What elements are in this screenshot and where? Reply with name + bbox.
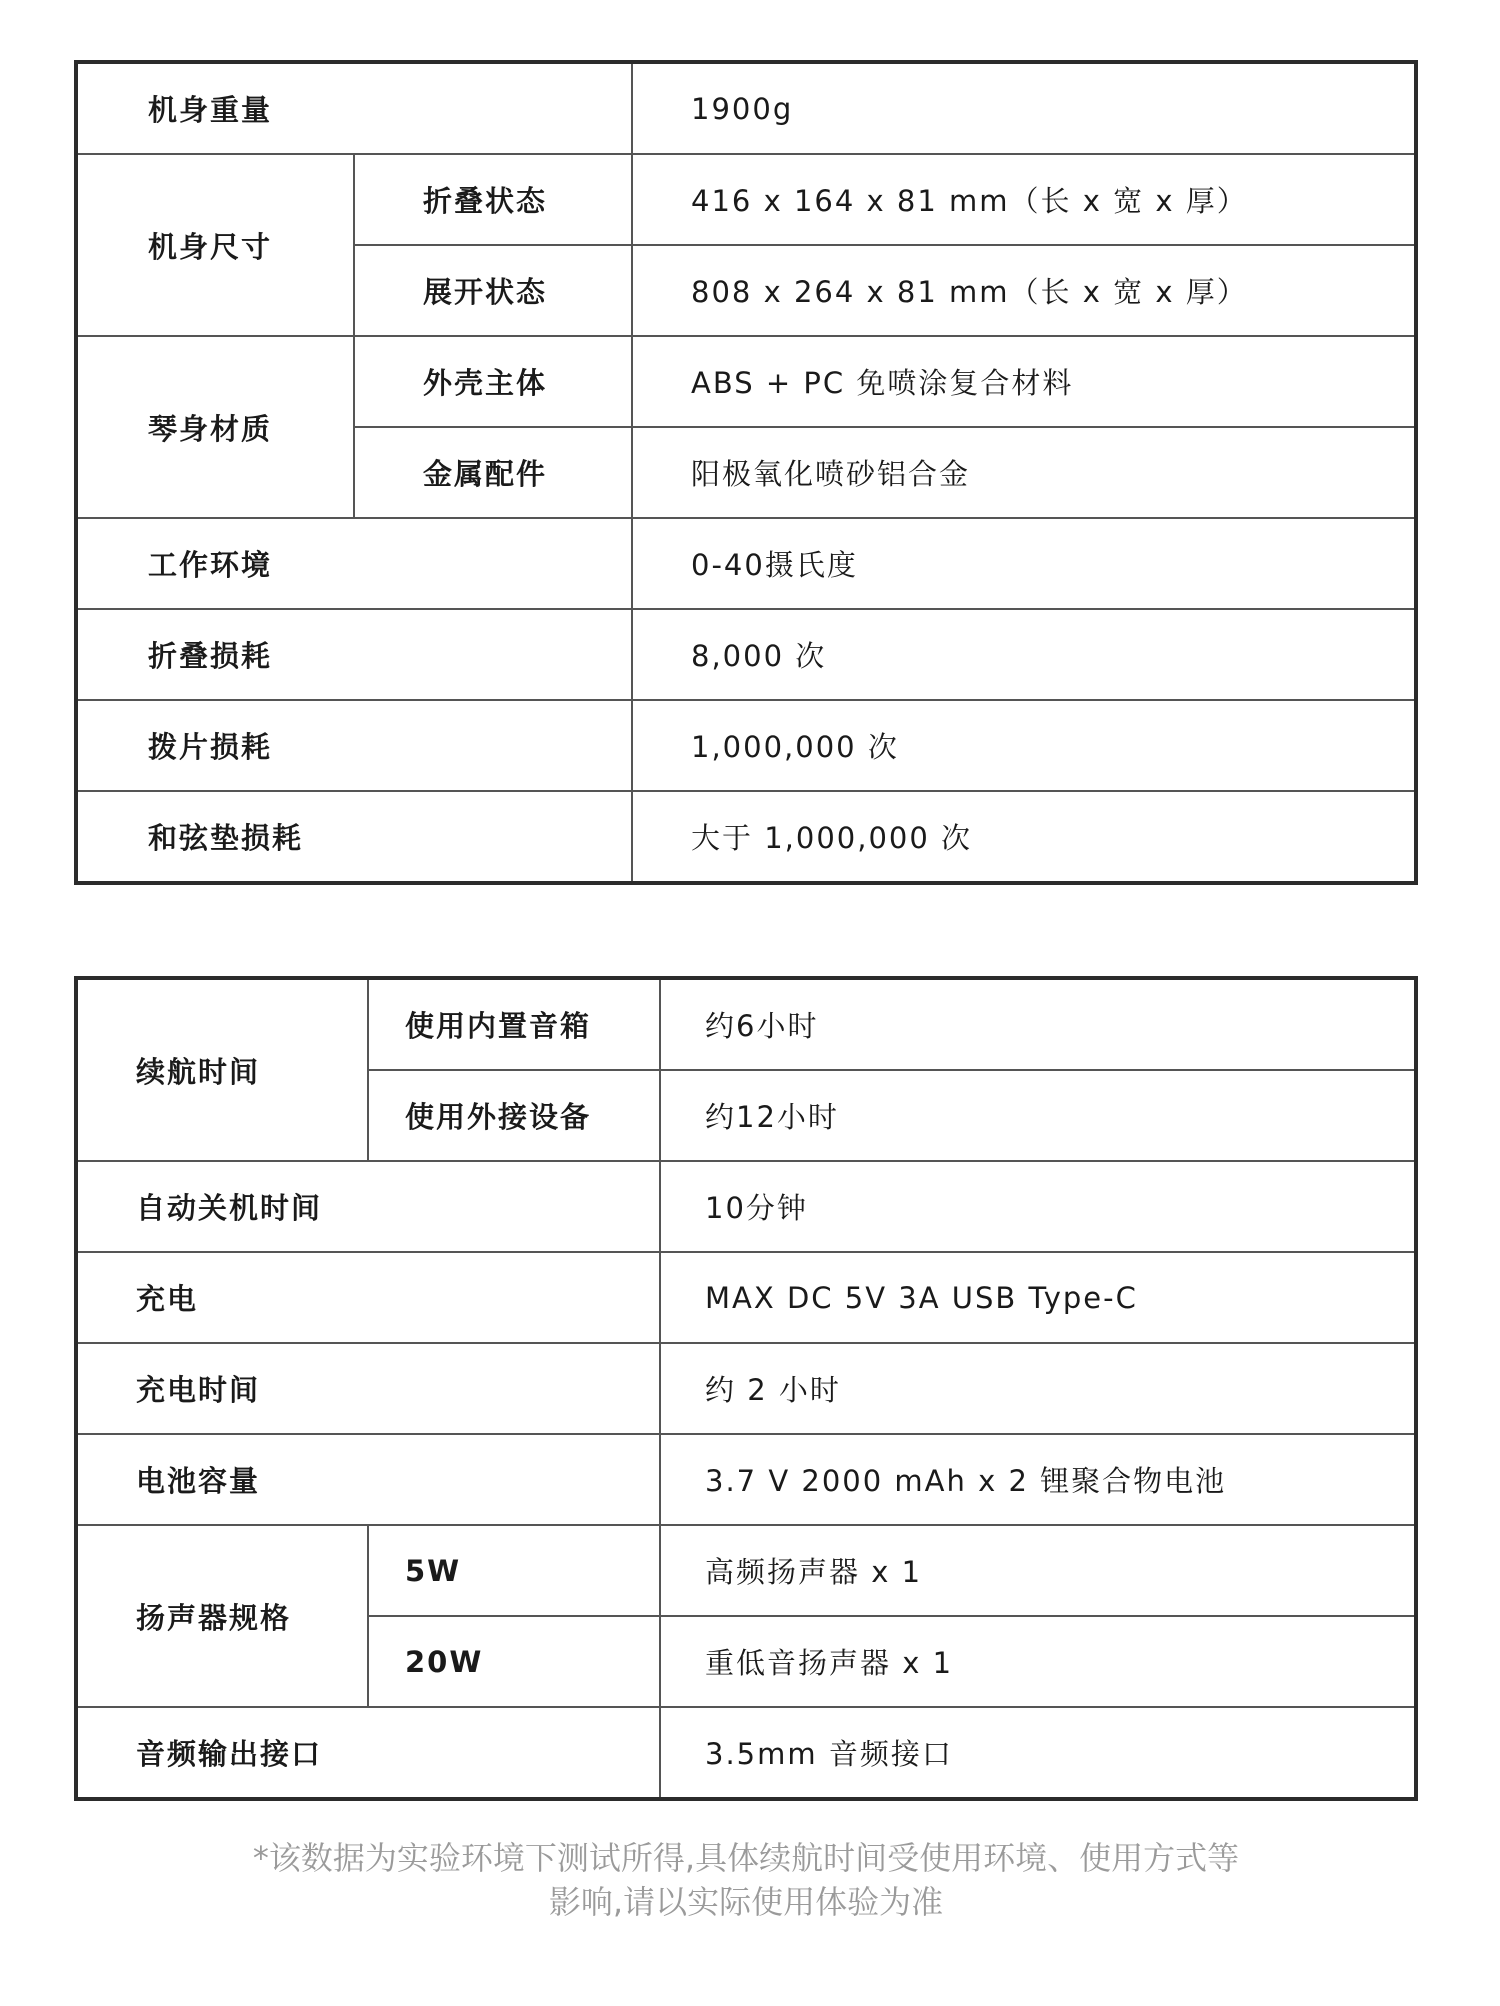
row-label: 充电 xyxy=(76,1252,660,1343)
row-label: 充电时间 xyxy=(76,1343,660,1434)
sub-label: 使用内置音箱 xyxy=(368,978,660,1070)
row-value: 8,000 次 xyxy=(632,609,1416,700)
row-value: 阳极氧化喷砂铝合金 xyxy=(632,427,1416,518)
row-label: 和弦垫损耗 xyxy=(76,791,632,883)
row-value: 约 2 小时 xyxy=(660,1343,1416,1434)
table-row xyxy=(76,62,1416,154)
row-label: 机身重量 xyxy=(76,62,632,154)
table-row xyxy=(76,154,1416,245)
row-label: 工作环境 xyxy=(76,518,632,609)
row-label: 续航时间 xyxy=(76,978,368,1161)
table-row xyxy=(76,1343,1416,1434)
table-row xyxy=(76,978,1416,1070)
row-value: 约6小时 xyxy=(660,978,1416,1070)
row-value: 0-40摄氏度 xyxy=(632,518,1416,609)
table-row xyxy=(76,1252,1416,1343)
table-row xyxy=(76,791,1416,883)
row-value: 1900g xyxy=(632,62,1416,154)
sub-label: 5W xyxy=(368,1525,660,1616)
sub-label: 20W xyxy=(368,1616,660,1707)
row-label: 音频输出接口 xyxy=(76,1707,660,1799)
row-label: 机身尺寸 xyxy=(76,154,354,336)
row-value: 416 x 164 x 81 mm（长 x 宽 x 厚） xyxy=(632,154,1416,245)
row-value: 3.5mm 音频接口 xyxy=(660,1707,1416,1799)
table-row xyxy=(76,336,1416,427)
table-row xyxy=(76,1161,1416,1252)
row-value: 1,000,000 次 xyxy=(632,700,1416,791)
sub-label: 金属配件 xyxy=(354,427,632,518)
table-row xyxy=(76,700,1416,791)
row-label: 扬声器规格 xyxy=(76,1525,368,1707)
footnote-line: *该数据为实验环境下测试所得,具体续航时间受使用环境、使用方式等 xyxy=(252,1839,1240,1877)
table-row xyxy=(76,518,1416,609)
table-row xyxy=(76,609,1416,700)
row-label: 折叠损耗 xyxy=(76,609,632,700)
row-value: 808 x 264 x 81 mm（长 x 宽 x 厚） xyxy=(632,245,1416,336)
row-value: ABS + PC 免喷涂复合材料 xyxy=(632,336,1416,427)
sub-label: 折叠状态 xyxy=(354,154,632,245)
row-value: 高频扬声器 x 1 xyxy=(660,1525,1416,1616)
row-label: 拨片损耗 xyxy=(76,700,632,791)
row-value: 10分钟 xyxy=(660,1161,1416,1252)
row-label: 琴身材质 xyxy=(76,336,354,518)
row-value: 重低音扬声器 x 1 xyxy=(660,1616,1416,1707)
row-value: MAX DC 5V 3A USB Type-C xyxy=(660,1252,1416,1343)
spec-table-electrical xyxy=(74,976,1418,1801)
spec-table-physical xyxy=(74,60,1418,885)
row-value: 大于 1,000,000 次 xyxy=(632,791,1416,883)
sub-label: 外壳主体 xyxy=(354,336,632,427)
table-row xyxy=(76,1525,1416,1616)
table-row xyxy=(76,1434,1416,1525)
row-label: 自动关机时间 xyxy=(76,1161,660,1252)
footnote xyxy=(74,1836,1418,1924)
footnote-line: 影响,请以实际使用体验为准 xyxy=(548,1883,944,1921)
sub-label: 使用外接设备 xyxy=(368,1070,660,1161)
row-label: 电池容量 xyxy=(76,1434,660,1525)
row-value: 约12小时 xyxy=(660,1070,1416,1161)
table-row xyxy=(76,1707,1416,1799)
row-value: 3.7 V 2000 mAh x 2 锂聚合物电池 xyxy=(660,1434,1416,1525)
sub-label: 展开状态 xyxy=(354,245,632,336)
